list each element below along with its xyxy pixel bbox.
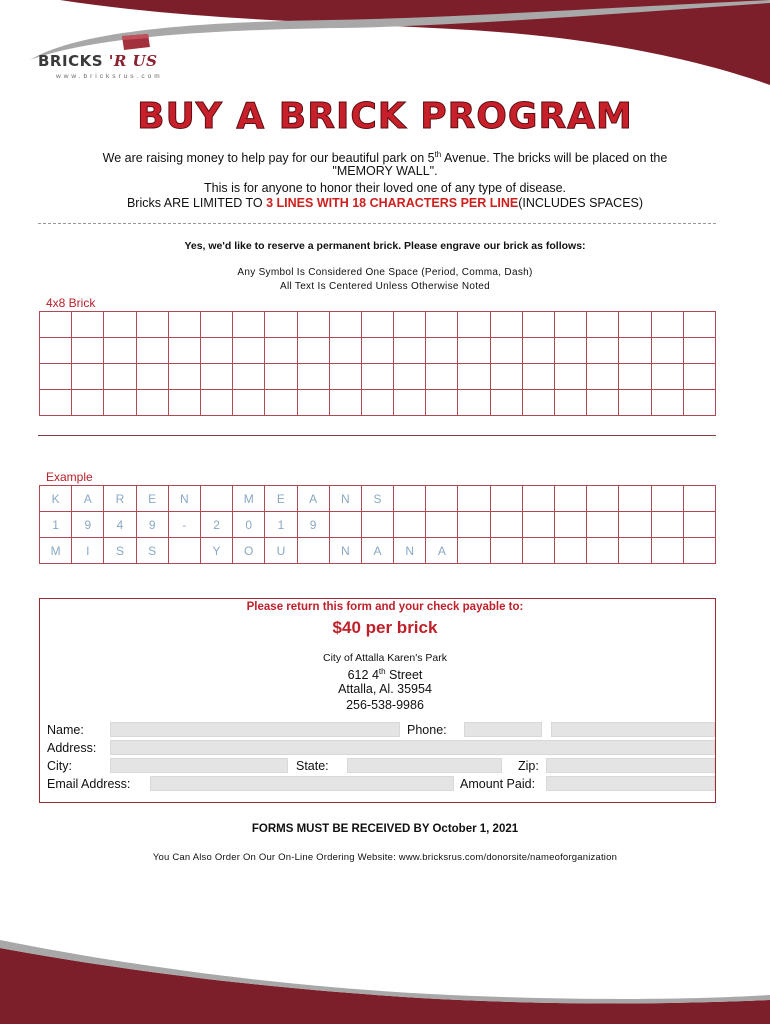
brick-character-cell[interactable] [361,338,393,364]
brick-character-cell[interactable] [458,312,490,338]
intro-line-1-start: We are raising money to help pay for our beautiful park on 5 [102,151,435,166]
payee-name: City of Attalla Karen's Park [323,652,447,664]
brick-character-cell[interactable] [297,338,329,364]
brick-character-cell[interactable] [490,312,522,338]
address-input[interactable] [110,740,715,755]
example-character-cell: - [168,512,200,538]
brick-character-cell[interactable] [651,390,683,416]
example-grid-row [40,538,716,564]
example-character-cell [651,512,683,538]
zip-input[interactable] [546,758,715,773]
example-character-cell [522,486,554,512]
example-character-cell: I [72,538,104,564]
brick-character-cell[interactable] [168,364,200,390]
phone-label: Phone: [407,723,447,737]
example-character-cell: E [136,486,168,512]
brand-url: www.bricksrus.com [56,73,163,80]
example-character-cell: A [72,486,104,512]
brick-character-cell[interactable] [522,312,554,338]
example-character-cell: S [136,538,168,564]
brick-character-cell[interactable] [200,338,232,364]
brick-character-cell[interactable] [651,338,683,364]
example-character-cell: 0 [233,512,265,538]
brick-character-cell[interactable] [522,364,554,390]
example-character-cell [458,486,490,512]
brick-character-cell[interactable] [72,312,104,338]
example-character-cell: S [104,538,136,564]
brick-character-cell[interactable] [361,390,393,416]
brick-character-cell[interactable] [426,312,458,338]
example-character-cell [200,486,232,512]
brick-character-cell[interactable] [200,364,232,390]
example-character-cell: N [329,486,361,512]
brick-character-cell[interactable] [200,390,232,416]
brand-accent: 'R US [108,52,158,70]
brick-character-cell[interactable] [168,312,200,338]
address-label: Address: [47,741,97,755]
brick-character-cell[interactable] [555,312,587,338]
example-character-cell [651,486,683,512]
brick-character-cell[interactable] [104,390,136,416]
brick-character-cell[interactable] [104,338,136,364]
example-character-cell [458,512,490,538]
example-character-cell [522,538,554,564]
intro-line-4-start: Bricks ARE LIMITED TO [126,196,267,210]
brick-character-cell[interactable] [394,390,426,416]
example-character-cell [587,512,619,538]
brick-character-cell[interactable] [651,312,683,338]
brick-character-cell[interactable] [233,312,265,338]
divider-dashed [38,223,716,224]
example-character-cell: A [297,486,329,512]
example-character-cell [297,538,329,564]
brand-main: BRICKS [38,52,103,70]
example-character-cell: 4 [104,512,136,538]
example-character-cell: K [40,486,72,512]
brick-character-cell[interactable] [394,312,426,338]
brick-logo-icon [118,33,152,51]
brick-character-cell[interactable] [587,390,619,416]
amount-label: Amount Paid: [460,777,536,791]
website-note: You Can Also Order On Our On-Line Ordering Website: www.bricksrus.com/donorsite/nameoforganization [152,852,618,863]
return-label: Please return this form and your check payable to: [246,601,524,613]
brick-character-cell[interactable] [168,338,200,364]
example-character-cell: Y [200,538,232,564]
brand-logo [38,52,157,70]
example-character-cell [555,486,587,512]
brick-character-cell[interactable] [587,312,619,338]
brick-character-cell[interactable] [683,390,715,416]
brick-character-cell[interactable] [361,312,393,338]
example-character-cell [490,538,522,564]
brick-character-cell[interactable] [619,390,651,416]
brick-character-cell[interactable] [200,312,232,338]
brick-character-cell[interactable] [490,364,522,390]
example-character-cell [394,512,426,538]
brick-character-cell[interactable] [297,312,329,338]
example-character-cell [619,486,651,512]
brick-character-cell[interactable] [136,338,168,364]
street-name: Street [385,668,423,683]
brick-grid-row [40,338,716,364]
brick-grid-row [40,312,716,338]
brick-character-cell[interactable] [104,364,136,390]
email-label: Email Address: [47,777,131,791]
brick-character-cell[interactable] [40,338,72,364]
brick-character-cell[interactable] [683,312,715,338]
brick-character-cell[interactable] [297,364,329,390]
brick-character-cell[interactable] [587,364,619,390]
street-number: 612 4 [347,668,379,683]
example-character-cell [555,538,587,564]
brick-character-cell[interactable] [72,364,104,390]
example-character-cell [555,512,587,538]
example-character-cell: N [394,538,426,564]
example-character-cell: A [361,538,393,564]
brick-character-cell[interactable] [683,338,715,364]
example-character-cell: 1 [40,512,72,538]
example-character-cell [426,512,458,538]
brick-character-cell[interactable] [587,338,619,364]
example-character-cell: 9 [72,512,104,538]
example-character-cell [651,538,683,564]
intro-line-3: This is for anyone to honor their loved one of any type of disease. [203,181,567,195]
example-grid-row [40,486,716,512]
example-character-cell: O [233,538,265,564]
example-character-cell [683,486,715,512]
example-label: Example [46,470,93,484]
example-character-cell [490,512,522,538]
brick-character-cell[interactable] [619,364,651,390]
brick-character-cell[interactable] [136,364,168,390]
intro-line-1-sup: th [434,150,442,159]
brick-character-cell[interactable] [329,312,361,338]
example-character-cell: 2 [200,512,232,538]
deadline-text: FORMS MUST BE RECEIVED BY October 1, 2021 [251,823,519,835]
brick-character-cell[interactable] [233,338,265,364]
brick-character-cell[interactable] [555,390,587,416]
example-character-cell: R [104,486,136,512]
payee-phone: 256-538-9986 [346,698,424,712]
brick-character-cell[interactable] [361,364,393,390]
phone-area-input[interactable] [464,722,542,737]
brick-character-cell[interactable] [426,390,458,416]
brick-entry-grid [39,311,716,416]
brick-character-cell[interactable] [40,364,72,390]
brick-character-cell[interactable] [555,364,587,390]
example-character-cell [683,512,715,538]
brick-character-cell[interactable] [265,312,297,338]
example-character-cell [361,512,393,538]
example-character-cell [619,512,651,538]
zip-label: Zip: [518,759,539,773]
brick-character-cell[interactable] [72,338,104,364]
brick-character-cell[interactable] [683,364,715,390]
brick-character-cell[interactable] [40,390,72,416]
example-character-cell: N [329,538,361,564]
brick-character-cell[interactable] [394,364,426,390]
divider-solid [38,435,716,436]
example-character-cell: A [426,538,458,564]
brick-character-cell[interactable] [522,338,554,364]
brick-character-cell[interactable] [329,364,361,390]
city-input[interactable] [110,758,288,773]
email-input[interactable] [150,776,454,791]
intro-line-4-end: (INCLUDES SPACES) [518,196,644,210]
example-character-cell [168,538,200,564]
example-character-cell: M [233,486,265,512]
example-character-cell [426,486,458,512]
example-character-cell [619,538,651,564]
example-character-cell [587,538,619,564]
intro-limit-highlight: 3 LINES WITH 18 CHARACTERS PER LINE [266,196,519,210]
example-character-cell: U [265,538,297,564]
example-character-cell [329,512,361,538]
brick-character-cell[interactable] [297,390,329,416]
brick-character-cell[interactable] [136,390,168,416]
brick-character-cell[interactable] [426,338,458,364]
example-character-cell: E [265,486,297,512]
brick-grid-row [40,364,716,390]
brick-character-cell[interactable] [490,338,522,364]
street-sup: th [378,667,386,676]
brick-character-cell[interactable] [458,390,490,416]
brick-character-cell[interactable] [329,338,361,364]
brick-character-cell[interactable] [104,312,136,338]
example-character-cell [394,486,426,512]
example-character-cell [587,486,619,512]
name-label: Name: [47,723,84,737]
brick-label: 4x8 Brick [46,296,96,310]
banner-title: BUY A BRICK PROGRAM [137,96,633,137]
brick-character-cell[interactable] [265,364,297,390]
example-character-cell: S [361,486,393,512]
example-character-cell [683,538,715,564]
intro-line-2: "MEMORY WALL". [332,164,438,178]
intro-line-1-end: Avenue. The bricks will be placed on the [441,151,668,166]
brick-character-cell[interactable] [651,364,683,390]
example-character-cell: 1 [265,512,297,538]
brick-character-cell[interactable] [458,338,490,364]
brick-character-cell[interactable] [458,364,490,390]
brick-character-cell[interactable] [394,338,426,364]
brick-character-cell[interactable] [522,390,554,416]
brick-character-cell[interactable] [490,390,522,416]
brick-character-cell[interactable] [233,390,265,416]
state-input[interactable] [347,758,502,773]
brick-character-cell[interactable] [619,338,651,364]
footer-swoosh [0,940,770,1024]
payee-city: Attalla, Al. 35954 [338,682,432,696]
brick-character-cell[interactable] [265,338,297,364]
example-character-cell [490,486,522,512]
note-line-2: All Text Is Centered Unless Otherwise Noted [279,281,491,292]
example-grid [39,485,716,564]
brick-character-cell[interactable] [233,364,265,390]
brick-character-cell[interactable] [136,312,168,338]
note-line-1: Any Symbol Is Considered One Space (Period, Comma, Dash) [237,267,533,278]
state-label: State: [296,759,329,773]
amount-input[interactable] [546,776,715,791]
price-label: $40 per brick [332,618,438,637]
example-character-cell [522,512,554,538]
example-character-cell: N [168,486,200,512]
brick-character-cell[interactable] [72,390,104,416]
brick-character-cell[interactable] [40,312,72,338]
name-input[interactable] [110,722,400,737]
intro-line-4 [0,195,770,212]
brick-character-cell[interactable] [265,390,297,416]
brick-character-cell[interactable] [426,364,458,390]
brick-character-cell[interactable] [329,390,361,416]
example-grid-row [40,512,716,538]
brick-character-cell[interactable] [555,338,587,364]
example-character-cell: M [40,538,72,564]
reserve-text: Yes, we'd like to reserve a permanent brick. Please engrave our brick as follows: [184,240,586,252]
brick-character-cell[interactable] [619,312,651,338]
brick-character-cell[interactable] [168,390,200,416]
example-character-cell [458,538,490,564]
brick-grid-row [40,390,716,416]
city-label: City: [47,759,72,773]
example-character-cell: 9 [297,512,329,538]
phone-number-input[interactable] [551,722,715,737]
example-character-cell: 9 [136,512,168,538]
